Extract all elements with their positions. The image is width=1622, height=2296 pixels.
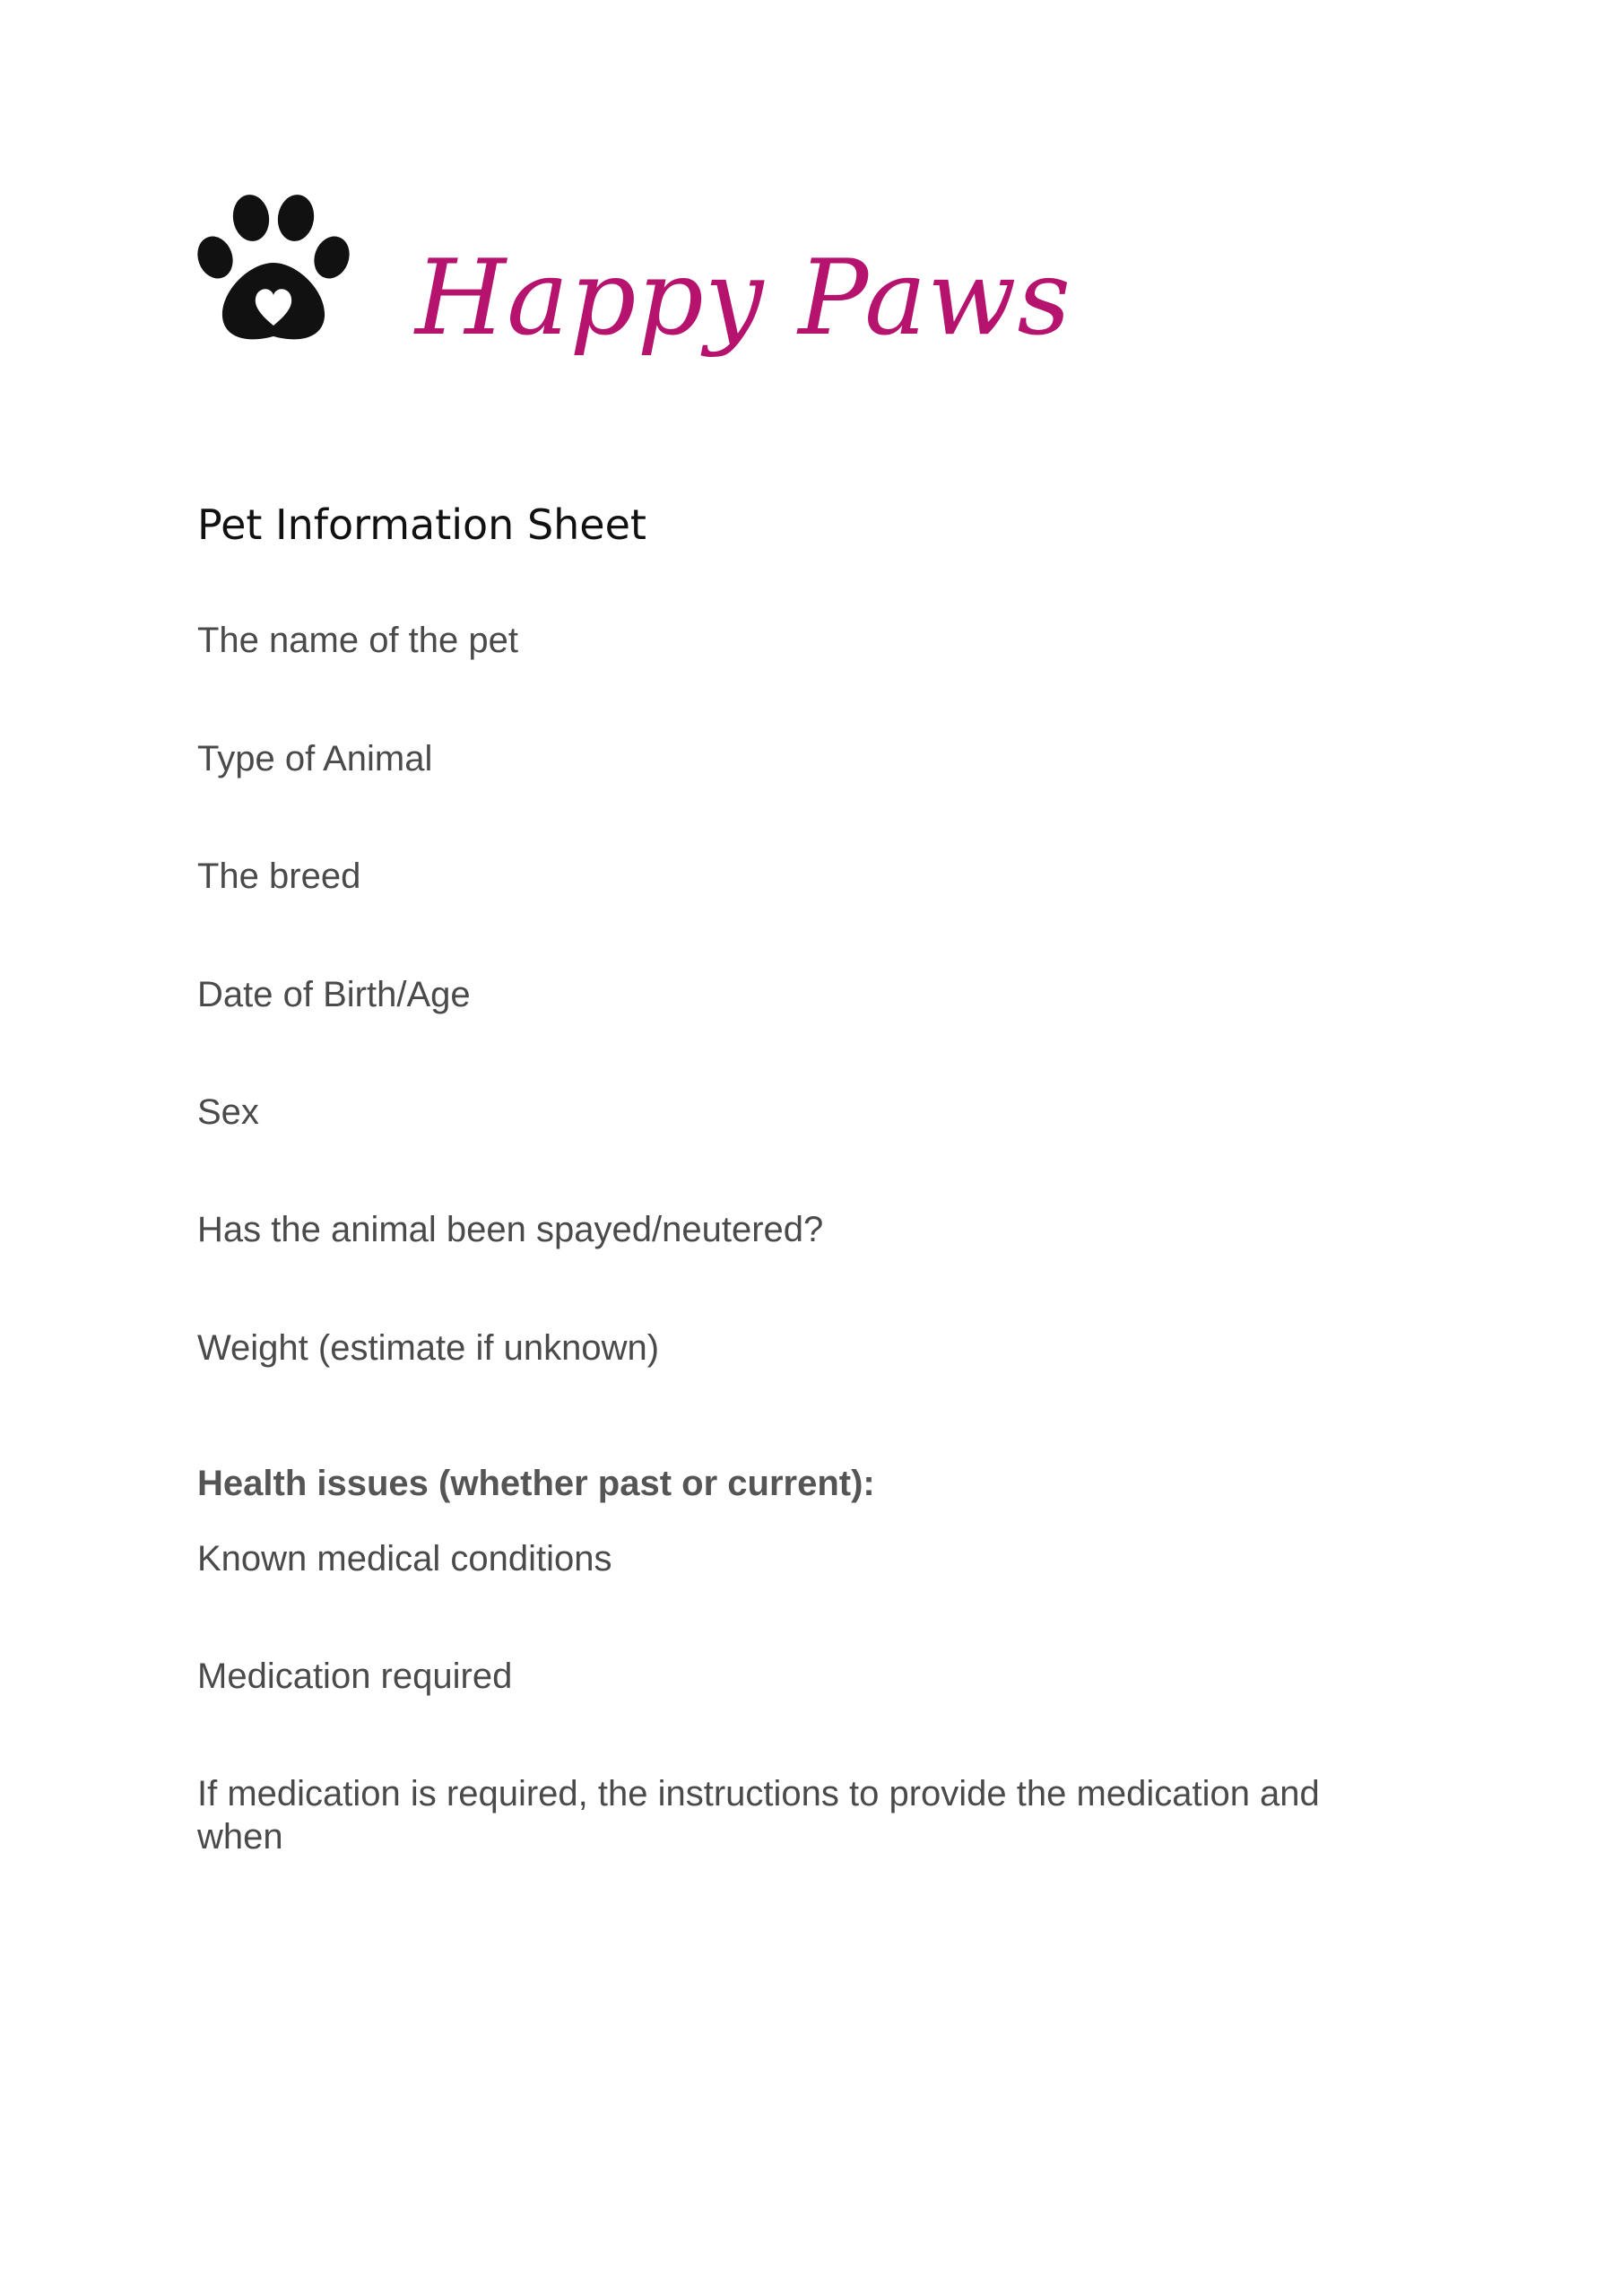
field-animal-type-label: Type of Animal	[197, 739, 433, 778]
field-medical-conditions-label: Known medical conditions	[197, 1539, 612, 1578]
field-medication-instructions-label: If medication is required, the instructions to provide the medication and when	[197, 1774, 1320, 1857]
field-spayed-neutered-label: Has the animal been spayed/neutered?	[197, 1210, 824, 1249]
field-medication-label: Medication required	[197, 1657, 513, 1696]
field-weight-label: Weight (estimate if unknown)	[197, 1328, 660, 1368]
brand-name: Happy Paws	[415, 238, 1072, 359]
health-section-heading: Health issues (whether past or current):	[197, 1464, 875, 1503]
field-breed-label: The breed	[197, 857, 361, 896]
paw-heart-icon	[195, 193, 352, 345]
page-title: Pet Information Sheet	[197, 500, 646, 549]
field-pet-name-label: The name of the pet	[197, 621, 519, 660]
brand-header	[195, 193, 1182, 390]
field-dob-age-label: Date of Birth/Age	[197, 975, 471, 1014]
field-sex-label: Sex	[197, 1092, 259, 1132]
